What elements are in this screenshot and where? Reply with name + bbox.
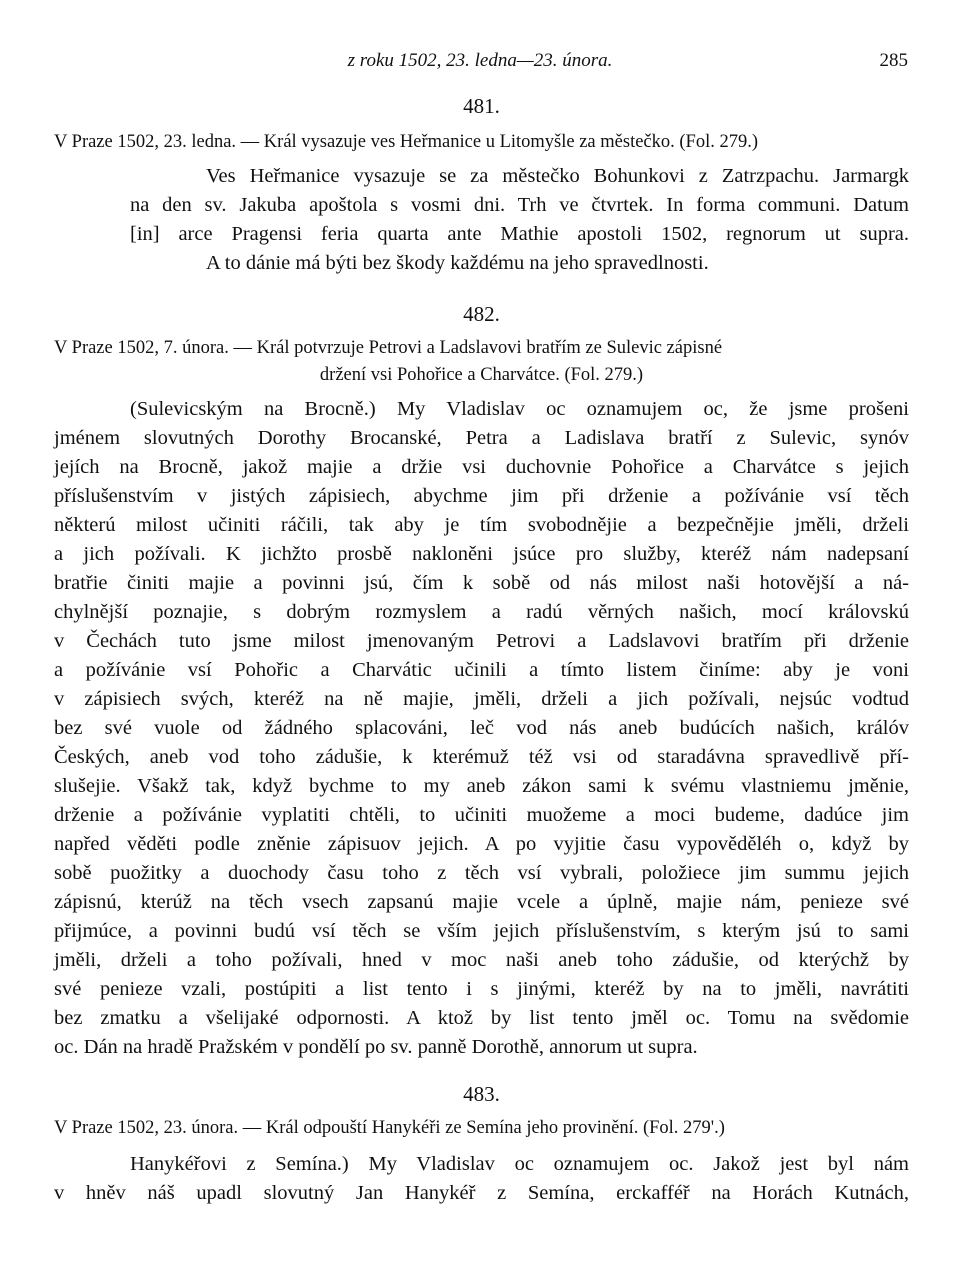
entry-number: 483. [463,1082,500,1106]
text-line: (Sulevicským na Brocně.) My Vladislav oc oznamujem oc, že jsme prošeni [130,398,909,420]
entry-482 [54,300,909,1062]
entry-body [54,1150,909,1208]
entry-body [54,162,909,278]
text-line: drženie a požívánie vyplatiti chtěli, to učiniti muožeme a moci budeme, dadúce jim [54,804,909,826]
text-line: své penieze vzali, postúpiti a list tento i s jinými, kteréž by na to jměli, navrátiti [54,978,909,1000]
text-line: bratřie činiti majie a povinni jsú, čím k sobě od nás milost naši hotovější a ná- [54,572,909,594]
entry-regest: V Praze 1502, 7. února. — Král potvrzuje Petrovi a Ladslavovi bratřím ze Sulevic zápisné [54,338,723,358]
text-line: [in] arce Pragensi feria quarta ante Mathie apostoli 1502, regnorum ut supra. [130,223,909,245]
text-line: zápisnú, kterúž na těch vsech zapsanú majie vcele a úplně, majie nám, penieze své [54,891,909,913]
text-line: v hněv náš upadl slovutný Jan Hanykéř z Semína, erckafféř na Horách Kutnách, [54,1182,909,1204]
text-line: slušejie. Všakž tak, když bychme to my aneb zákon sami k svému vlastniemu jměnie, [54,775,909,797]
entry-number: 481. [463,94,500,118]
text-line: a požívánie vsí Pohořic a Charvátic učinili a tímto listem činíme: aby je voni [54,659,909,681]
text-line: sobě puožitky a duochody času toho z těch vsí vybrali, položiece jim summu jejich [54,862,909,884]
page-number: 285 [879,50,908,71]
entry-number: 482. [463,302,500,326]
text-line: bez zmatku a všelijaké odpornosti. A ktož by list tento jměl oc. Tomu na svědomie [54,1007,909,1029]
text-line: Hanykéřovi z Semína.) My Vladislav oc oznamujem oc. Jakož jest byl nám [130,1153,909,1175]
text-line: na den sv. Jakuba apoštola s vosmi dni. Trh ve čtvrtek. In forma communi. Datum [130,194,909,216]
text-line: jejích na Brocně, jakož majie a držie vsi duchovnie Pohořice a Charvátce s jejich [54,456,909,478]
entry-body [54,395,909,1062]
text-line: A to dánie má býti bez škody každému na jeho spravedlnosti. [206,252,709,274]
running-title: z roku 1502, 23. ledna—23. února. [347,50,613,71]
entry-regest: V Praze 1502, 23. února. — Král odpouští Hanykéři ze Semína jeho provinění. (Fol. 279'.) [54,1118,725,1138]
text-line: jménem slovutných Dorothy Brocanské, Petra a Ladislava bratří z Sulevic, synóv [54,427,909,449]
text-line: příslušenstvím v jistých zápisiech, abychme jim při drženie a požívánie vsí těch [54,485,909,507]
entry-483 [54,1080,909,1208]
entry-481 [54,92,909,278]
entry-regest-continued: držení vsi Pohořice a Charvátce. (Fol. 279.) [319,365,644,385]
text-line: Ves Heřmanice vysazuje se za městečko Bohunkovi z Zatrzpachu. Jarmargk [206,165,909,187]
entry-regest: V Praze 1502, 23. ledna. — Král vysazuje ves Heřmanice u Litomyšle za městečko. (Fol. 279.) [54,132,759,152]
text-line: Českých, aneb vod toho zádušie, k kterémuž též vsi od staradávna spravedlivě pří- [54,746,909,768]
text-line: některú milost učiniti ráčili, tak aby je tím svobodnějie a bezpečnějie jměli, drželi [54,514,909,536]
text-line: v Čechách tuto jsme milost jmenovaným Petrovi a Ladslavovi bratřím při drženie [54,630,909,652]
text-line: bez své vuole od žádného splacováni, leč vod nás aneb budúcích našich, králóv [54,717,909,739]
text-line: oc. Dán na hradě Pražském v pondělí po sv. panně Dorothě, annorum ut supra. [54,1036,698,1058]
text-line: jměli, drželi a toho požívali, hned v moc naši aneb toho zádušie, od kterýchž by [54,949,909,971]
text-line: v zápisiech svých, kteréž na ně majie, jměli, drželi a jich požívali, nejsúc vodtud [54,688,909,710]
text-line: chylnější poznajie, s dobrým rozmyslem a radú věrných našich, mocí královskú [54,601,909,623]
text-line: a jich požívali. K jichžto prosbě nakloněni jsúce pro služby, kteréž nám nadepsaní [54,543,909,565]
text-line: napřed věděti podle zněnie zápisuov jejich. A po vyjitie času vypověděléh o, když by [54,833,909,855]
running-head [0,50,960,76]
text-line: přijmúce, a povinni budú vsí těch se vším jejich příslušenstvím, s kterým jsú to sami [54,920,909,942]
